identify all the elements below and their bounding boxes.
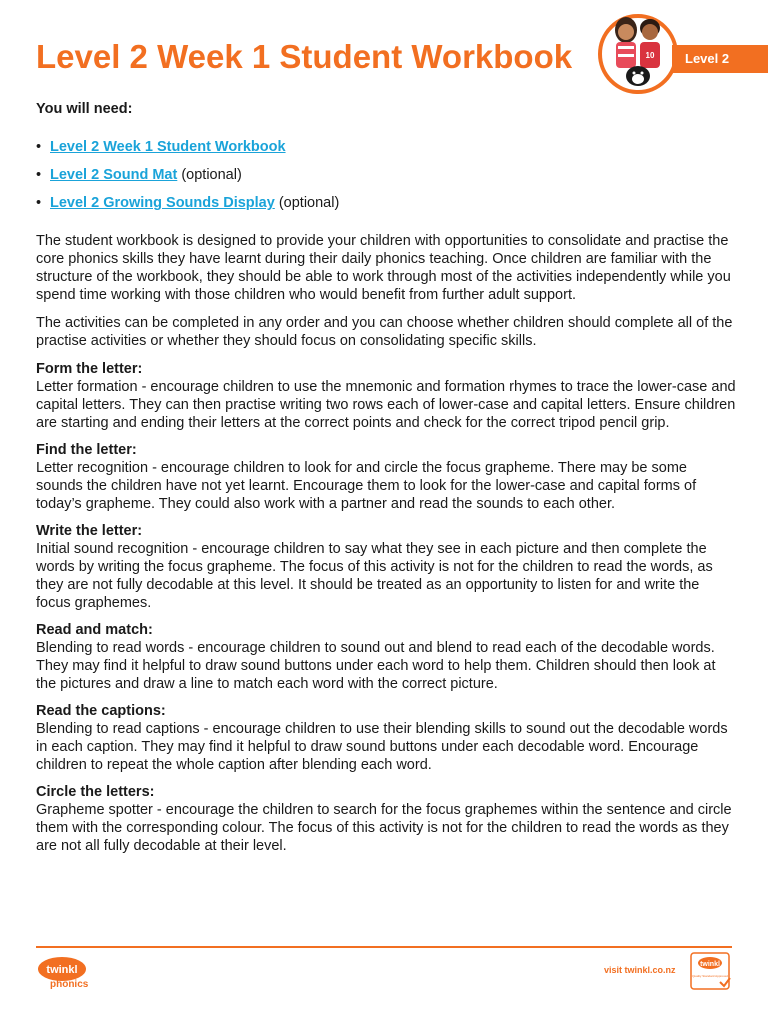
activity-title: Write the letter: <box>36 523 143 539</box>
you-will-need-heading: You will need: <box>36 101 133 117</box>
logo-top-text: twinkl <box>46 964 78 976</box>
twinkl-phonics-logo <box>36 955 98 991</box>
quality-badge-icon <box>690 952 732 992</box>
resource-list <box>36 138 736 212</box>
resource-item <box>36 166 736 184</box>
svg-text:10: 10 <box>645 51 655 60</box>
activity-section <box>36 621 736 693</box>
activity-section <box>36 783 736 855</box>
page-title: Level 2 Week 1 Student Workbook <box>36 38 573 75</box>
activity-body: Letter recognition - encourage children to look for and circle the focus grapheme. There may be some sounds the children have not yet learnt. Encourage them to look for the lower-case and capital forms of today’s grapheme. They could also work with a partner and read the sounds to each other. <box>36 460 697 512</box>
intro-paragraph: The activities can be completed in any order and you can choose whether children should complete all of the practise activities or whether they should focus on consolidating specific skills. <box>36 315 733 349</box>
main-content <box>36 100 736 864</box>
activity-section <box>36 360 736 432</box>
activity-section <box>36 522 736 612</box>
resource-link-growing-sounds[interactable]: Level 2 Growing Sounds Display <box>50 195 275 211</box>
activity-title: Read the captions: <box>36 703 166 719</box>
footer-divider <box>36 946 732 948</box>
level-badge: Level 2 <box>672 45 768 73</box>
activity-title: Read and match: <box>36 622 153 638</box>
activity-body: Grapheme spotter - encourage the children to search for the focus graphemes within the sentence and circle them with the corresponding colour. The focus of this activity is not for the children to read the words as they are not all fully decodable at their level. <box>36 802 732 854</box>
activity-section <box>36 441 736 513</box>
activity-title: Form the letter: <box>36 361 143 377</box>
activity-body: Blending to read words - encourage children to sound out and blend to read each of the decodable words. They may find it helpful to draw sound buttons under each word to help them. Children should then look at the pictures and draw a line to match each word with the correct picture. <box>36 640 716 692</box>
badge-text: twinkl <box>700 961 720 968</box>
intro-paragraph: The student workbook is designed to provide your children with opportunities to consolidate and practise the core phonics skills they have learnt during their daily phonics teaching. Once children are familiar with the structure of the workbook, they should be able to work through most of the activities independently while you spend time working with those children who would benefit from further adult support. <box>36 233 731 303</box>
visit-link[interactable]: visit twinkl.co.nz <box>604 965 676 975</box>
resource-item <box>36 138 736 156</box>
activity-body: Letter formation - encourage children to use the mnemonic and formation rhymes to trace the lower-case and capital letters. They can then practise writing two rows each of lower-case and capital letters. Ensure children are starting and ending their letters at the correct points and check for the correct tripod pencil grip. <box>36 379 736 431</box>
resource-item <box>36 194 736 212</box>
resource-link-sound-mat[interactable]: Level 2 Sound Mat <box>50 167 178 183</box>
activity-title: Circle the letters: <box>36 784 155 800</box>
resource-note: (optional) <box>177 167 242 183</box>
activity-title: Find the letter: <box>36 442 137 458</box>
logo-bottom-text: phonics <box>50 979 89 990</box>
resource-note: (optional) <box>274 195 340 211</box>
children-illustration <box>596 4 680 96</box>
badge-sub-text: Quality Standard Approved <box>692 974 728 978</box>
resource-link-workbook[interactable]: Level 2 Week 1 Student Workbook <box>50 139 286 155</box>
activity-body: Initial sound recognition - encourage children to say what they see in each picture and then complete the words by writing the focus grapheme. The focus of this activity is not for the children to read the words, as they are not fully decodable at this level. It should be treated as an opportunity to listen for and write the focus graphemes. <box>36 541 713 611</box>
activity-section <box>36 702 736 774</box>
activity-body: Blending to read captions - encourage children to use their blending skills to sound out the decodable words in each caption. They may find it helpful to draw sound buttons under each decodable word. Encourage children to repeat the whole caption after blending each word. <box>36 721 728 773</box>
